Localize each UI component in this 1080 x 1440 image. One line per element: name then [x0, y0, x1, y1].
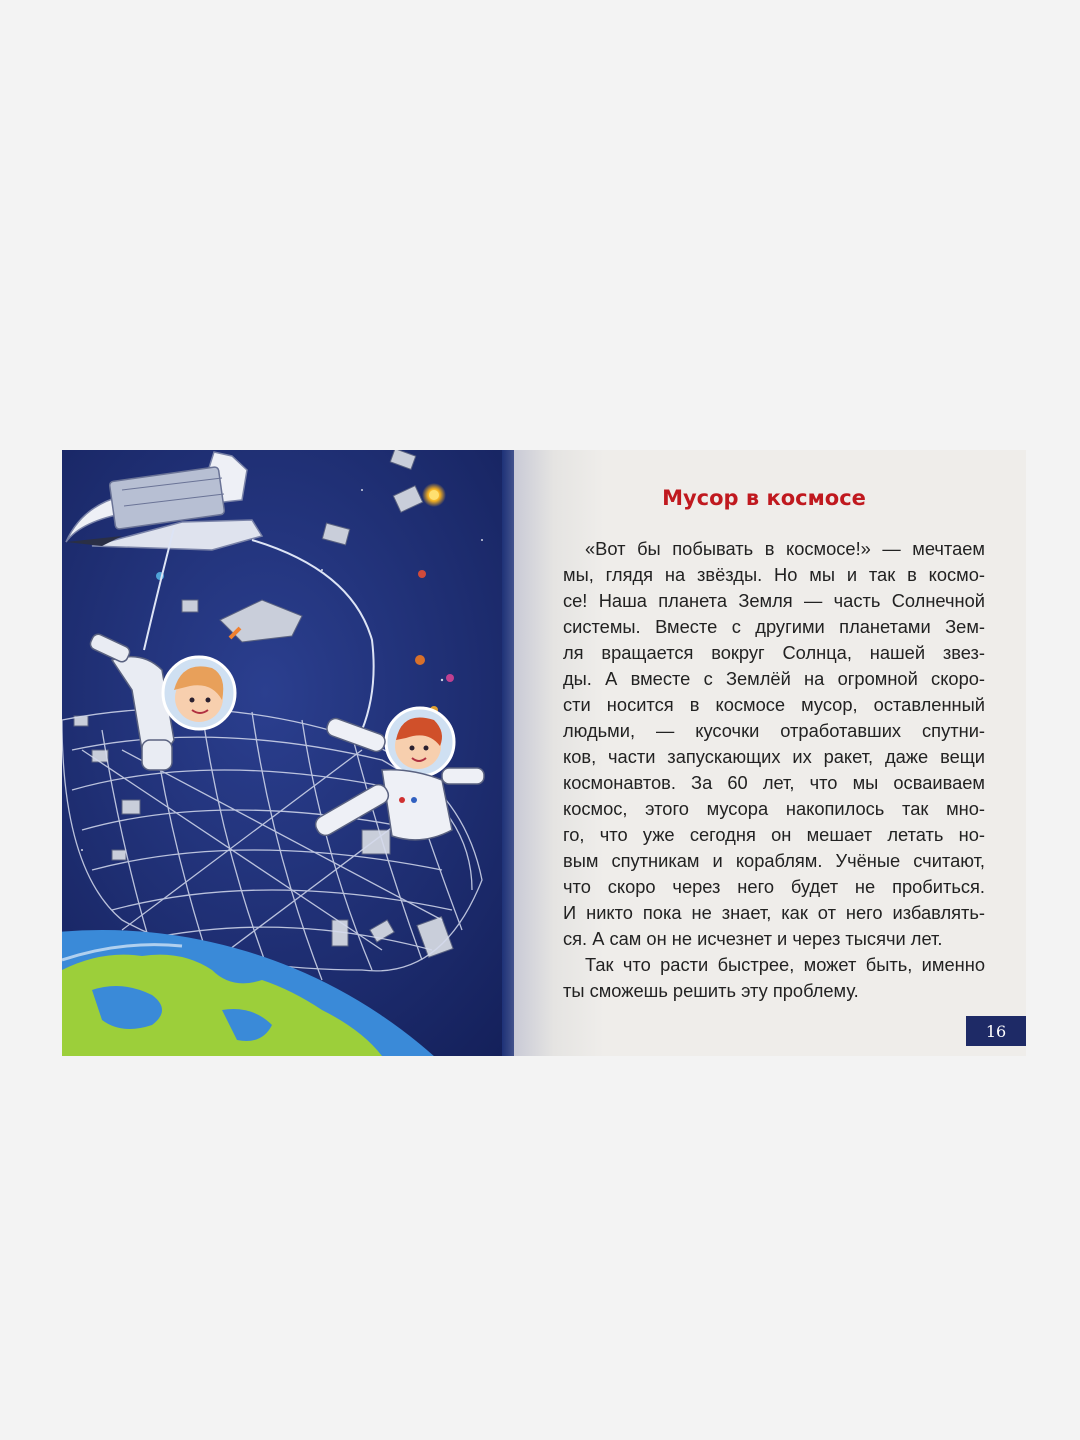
- text-line: космос, этого мусора накопилось так мно-: [563, 798, 985, 819]
- text-line: вым спутникам и кораблям. Учёные считают,: [563, 850, 985, 871]
- space-illustration: [62, 450, 514, 1056]
- text-line: людьми, — кусочки отработавших спутни-: [563, 720, 985, 741]
- planet-icon: [446, 674, 454, 682]
- text-line: ков, части запускающих их ракет, даже вещи: [563, 746, 985, 767]
- text-line: сти носится в космосе мусор, оставленный: [563, 694, 985, 715]
- text-line: космонавтов. За 60 лет, что мы осваиваем: [563, 772, 985, 793]
- body-text: [563, 536, 985, 1004]
- text-line: мы, глядя на звёзды. Но мы и так в космо-: [563, 564, 985, 585]
- page-number: 16: [966, 1016, 1026, 1046]
- text-line: что скоро через него будет не пробиться.: [563, 876, 985, 897]
- planet-icon: [418, 570, 426, 578]
- text-line: ты сможешь решить эту проблему.: [563, 980, 859, 1001]
- planet-icon: [415, 655, 425, 665]
- book-spread: [62, 450, 1026, 1056]
- text-line: системы. Вместе с другими планетами Зем-: [563, 616, 985, 637]
- text-line: ля вращается вокруг Солнца, нашей звез-: [563, 642, 985, 663]
- text-line: «Вот бы побывать в космосе!» — мечтаем: [585, 538, 985, 559]
- text-line: ды. А вместе с Землёй на огромной скоро-: [563, 668, 985, 689]
- text-line: се! Наша планета Земля — часть Солнечной: [563, 590, 985, 611]
- text-line: Так что расти быстрее, может быть, именно: [585, 954, 985, 975]
- text-line: ся. А сам он не исчезнет и через тысячи лет.: [563, 928, 943, 949]
- text-line: И никто пока не знает, как от него избавлять-: [563, 902, 985, 923]
- page-title: Мусор в космосе: [662, 486, 866, 510]
- text-line: го, что уже сегодня он мешает летать но-: [563, 824, 985, 845]
- text-page: [514, 450, 1026, 1056]
- illustration-page: [62, 450, 514, 1056]
